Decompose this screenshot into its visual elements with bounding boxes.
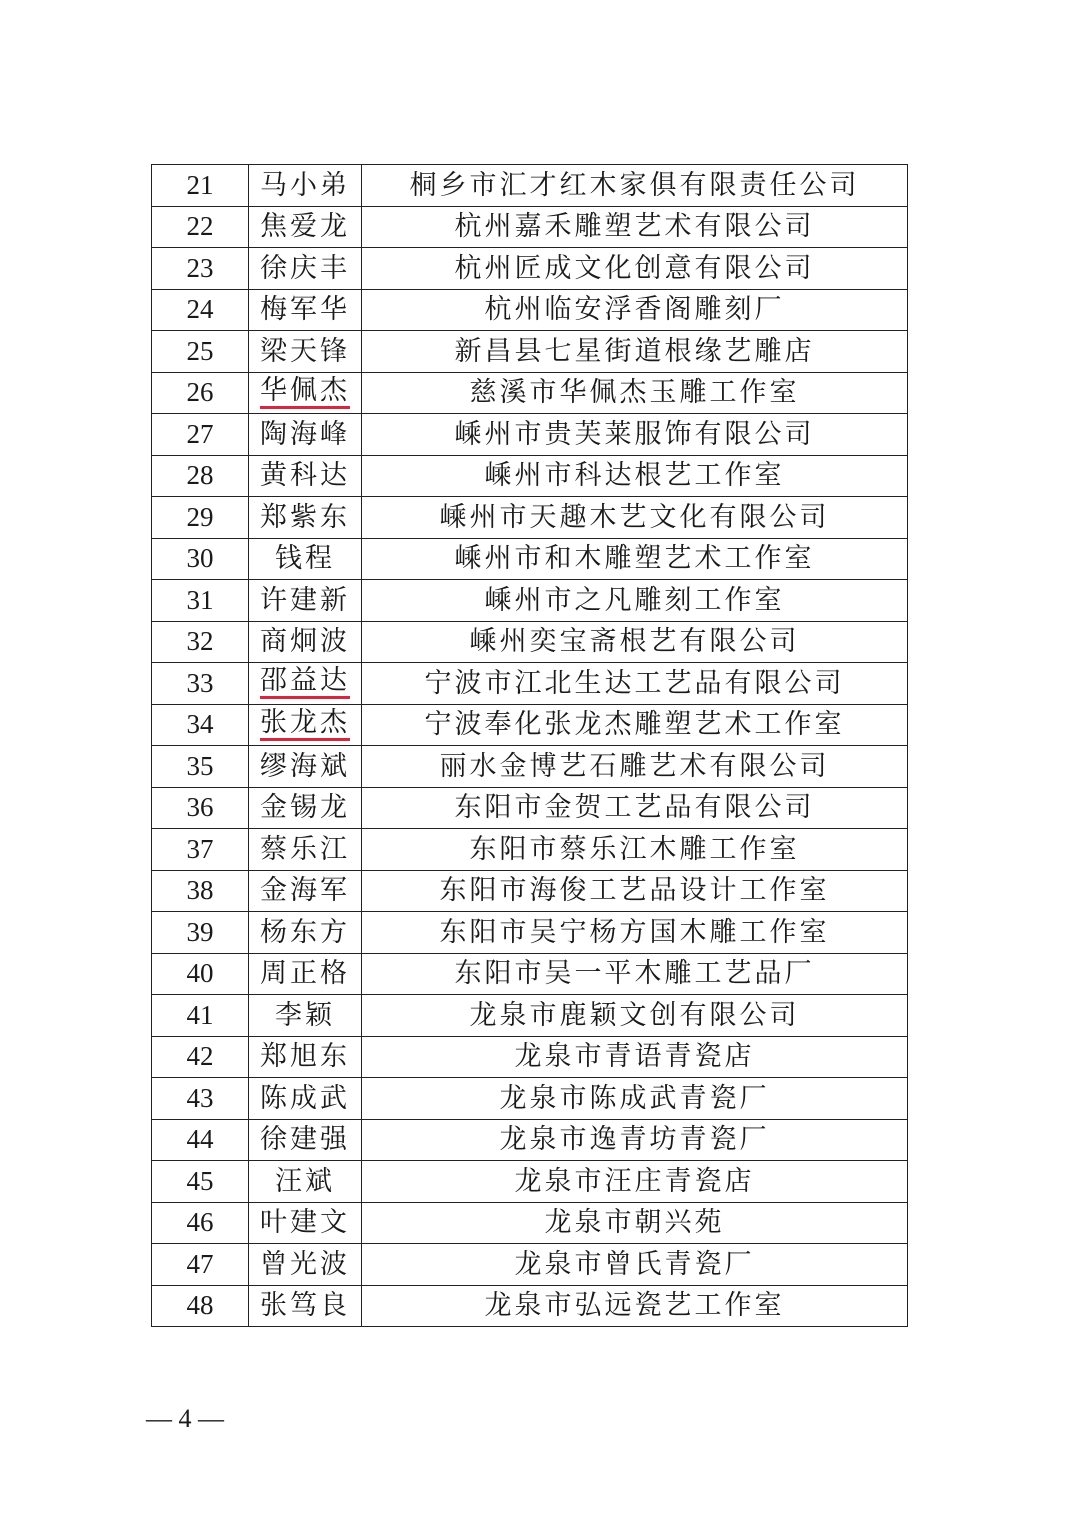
- table-row: [152, 538, 908, 580]
- organization-name: 嵊州市天趣木艺文化有限公司: [362, 497, 908, 539]
- row-number: 21: [152, 165, 249, 207]
- person-name: 陶海峰: [260, 418, 350, 450]
- person-name: 徐庆丰: [260, 252, 350, 284]
- row-number: 46: [152, 1202, 249, 1244]
- row-number: 24: [152, 289, 249, 331]
- person-name-cell: [249, 497, 362, 539]
- organization-name: 东阳市金贺工艺品有限公司: [362, 787, 908, 829]
- row-number: 36: [152, 787, 249, 829]
- organization-name: 龙泉市逸青坊青瓷厂: [362, 1119, 908, 1161]
- person-name: 曾光波: [260, 1248, 350, 1280]
- person-name-cell: [249, 455, 362, 497]
- person-name-cell: [249, 289, 362, 331]
- organization-name: 东阳市吴一平木雕工艺品厂: [362, 953, 908, 995]
- organization-name: 龙泉市朝兴苑: [362, 1202, 908, 1244]
- table-row: [152, 1036, 908, 1078]
- row-number: 26: [152, 372, 249, 414]
- person-name-cell: [249, 663, 362, 705]
- person-name-cell: [249, 870, 362, 912]
- person-name-cell: [249, 580, 362, 622]
- person-name: 商炯波: [260, 626, 350, 658]
- roster-table-body: [152, 165, 908, 1327]
- table-row: [152, 1244, 908, 1286]
- person-name-cell: [249, 953, 362, 995]
- table-row: [152, 787, 908, 829]
- organization-name: 嵊州市科达根艺工作室: [362, 455, 908, 497]
- person-name: 缪海斌: [260, 750, 350, 782]
- organization-name: 杭州匠成文化创意有限公司: [362, 248, 908, 290]
- organization-name: 东阳市蔡乐江木雕工作室: [362, 829, 908, 871]
- table-row: [152, 704, 908, 746]
- person-name-cell: [249, 331, 362, 373]
- person-name: 梁天锋: [260, 335, 350, 367]
- organization-name: 东阳市吴宁杨方国木雕工作室: [362, 912, 908, 954]
- person-name-cell: [249, 372, 362, 414]
- row-number: 22: [152, 206, 249, 248]
- table-row: [152, 1161, 908, 1203]
- organization-name: 丽水金博艺石雕艺术有限公司: [362, 746, 908, 788]
- row-number: 43: [152, 1078, 249, 1120]
- table-row: [152, 1119, 908, 1161]
- person-name: 钱程: [275, 543, 335, 575]
- person-name-underlined: 华佩杰: [260, 377, 350, 409]
- row-number: 32: [152, 621, 249, 663]
- table-row: [152, 953, 908, 995]
- person-name: 陈成武: [260, 1082, 350, 1114]
- row-number: 39: [152, 912, 249, 954]
- person-name-cell: [249, 248, 362, 290]
- organization-name: 龙泉市曾氏青瓷厂: [362, 1244, 908, 1286]
- roster-table: [151, 164, 908, 1327]
- person-name: 郑紫东: [260, 501, 350, 533]
- organization-name: 龙泉市弘远瓷艺工作室: [362, 1285, 908, 1327]
- person-name-cell: [249, 704, 362, 746]
- person-name-cell: [249, 995, 362, 1037]
- person-name-cell: [249, 206, 362, 248]
- row-number: 37: [152, 829, 249, 871]
- row-number: 23: [152, 248, 249, 290]
- table-row: [152, 372, 908, 414]
- row-number: 48: [152, 1285, 249, 1327]
- organization-name: 嵊州市之凡雕刻工作室: [362, 580, 908, 622]
- row-number: 44: [152, 1119, 249, 1161]
- person-name-underlined: 张龙杰: [260, 709, 350, 741]
- table-row: [152, 995, 908, 1037]
- table-row: [152, 289, 908, 331]
- page-number: — 4 —: [146, 1404, 224, 1433]
- table-row: [152, 414, 908, 456]
- row-number: 47: [152, 1244, 249, 1286]
- person-name-cell: [249, 1244, 362, 1286]
- person-name: 梅军华: [260, 294, 350, 326]
- person-name-cell: [249, 414, 362, 456]
- table-row: [152, 248, 908, 290]
- person-name: 郑旭东: [260, 1041, 350, 1073]
- table-row: [152, 331, 908, 373]
- person-name: 许建新: [260, 584, 350, 616]
- person-name: 焦爱龙: [260, 211, 350, 243]
- person-name: 蔡乐江: [260, 833, 350, 865]
- organization-name: 东阳市海俊工艺品设计工作室: [362, 870, 908, 912]
- person-name-cell: [249, 1285, 362, 1327]
- table-row: [152, 206, 908, 248]
- person-name-cell: [249, 165, 362, 207]
- table-row: [152, 455, 908, 497]
- person-name-cell: [249, 1161, 362, 1203]
- person-name: 杨东方: [260, 916, 350, 948]
- person-name: 金海军: [260, 875, 350, 907]
- person-name-cell: [249, 1078, 362, 1120]
- organization-name: 嵊州市和木雕塑艺术工作室: [362, 538, 908, 580]
- organization-name: 龙泉市汪庄青瓷店: [362, 1161, 908, 1203]
- row-number: 33: [152, 663, 249, 705]
- table-row: [152, 829, 908, 871]
- table-row: [152, 1078, 908, 1120]
- person-name: 徐建强: [260, 1124, 350, 1156]
- person-name-cell: [249, 1202, 362, 1244]
- table-row: [152, 870, 908, 912]
- person-name-cell: [249, 1036, 362, 1078]
- person-name-cell: [249, 621, 362, 663]
- row-number: 34: [152, 704, 249, 746]
- row-number: 27: [152, 414, 249, 456]
- row-number: 25: [152, 331, 249, 373]
- person-name-cell: [249, 787, 362, 829]
- row-number: 28: [152, 455, 249, 497]
- table-row: [152, 497, 908, 539]
- row-number: 40: [152, 953, 249, 995]
- person-name-cell: [249, 746, 362, 788]
- person-name: 张笃良: [260, 1290, 350, 1322]
- person-name: 汪斌: [275, 1165, 335, 1197]
- organization-name: 龙泉市陈成武青瓷厂: [362, 1078, 908, 1120]
- organization-name: 桐乡市汇才红木家俱有限责任公司: [362, 165, 908, 207]
- row-number: 42: [152, 1036, 249, 1078]
- person-name-cell: [249, 1119, 362, 1161]
- organization-name: 慈溪市华佩杰玉雕工作室: [362, 372, 908, 414]
- organization-name: 嵊州奕宝斋根艺有限公司: [362, 621, 908, 663]
- organization-name: 嵊州市贵芙莱服饰有限公司: [362, 414, 908, 456]
- table-row: [152, 912, 908, 954]
- table-row: [152, 1202, 908, 1244]
- person-name-cell: [249, 912, 362, 954]
- organization-name: 龙泉市鹿颖文创有限公司: [362, 995, 908, 1037]
- table-row: [152, 165, 908, 207]
- person-name: 金锡龙: [260, 792, 350, 824]
- person-name: 叶建文: [260, 1207, 350, 1239]
- person-name-cell: [249, 829, 362, 871]
- row-number: 38: [152, 870, 249, 912]
- table-row: [152, 621, 908, 663]
- table-row: [152, 746, 908, 788]
- person-name: 马小弟: [260, 169, 350, 201]
- table-row: [152, 580, 908, 622]
- row-number: 30: [152, 538, 249, 580]
- person-name: 黄科达: [260, 460, 350, 492]
- row-number: 29: [152, 497, 249, 539]
- table-row: [152, 1285, 908, 1327]
- person-name: 周正格: [260, 958, 350, 990]
- person-name: 李颖: [275, 999, 335, 1031]
- organization-name: 杭州嘉禾雕塑艺术有限公司: [362, 206, 908, 248]
- organization-name: 杭州临安浮香阁雕刻厂: [362, 289, 908, 331]
- organization-name: 新昌县七星街道根缘艺雕店: [362, 331, 908, 373]
- row-number: 45: [152, 1161, 249, 1203]
- organization-name: 宁波市江北生达工艺品有限公司: [362, 663, 908, 705]
- organization-name: 宁波奉化张龙杰雕塑艺术工作室: [362, 704, 908, 746]
- person-name-underlined: 邵益达: [260, 667, 350, 699]
- row-number: 31: [152, 580, 249, 622]
- person-name-cell: [249, 538, 362, 580]
- organization-name: 龙泉市青语青瓷店: [362, 1036, 908, 1078]
- row-number: 41: [152, 995, 249, 1037]
- row-number: 35: [152, 746, 249, 788]
- table-row: [152, 663, 908, 705]
